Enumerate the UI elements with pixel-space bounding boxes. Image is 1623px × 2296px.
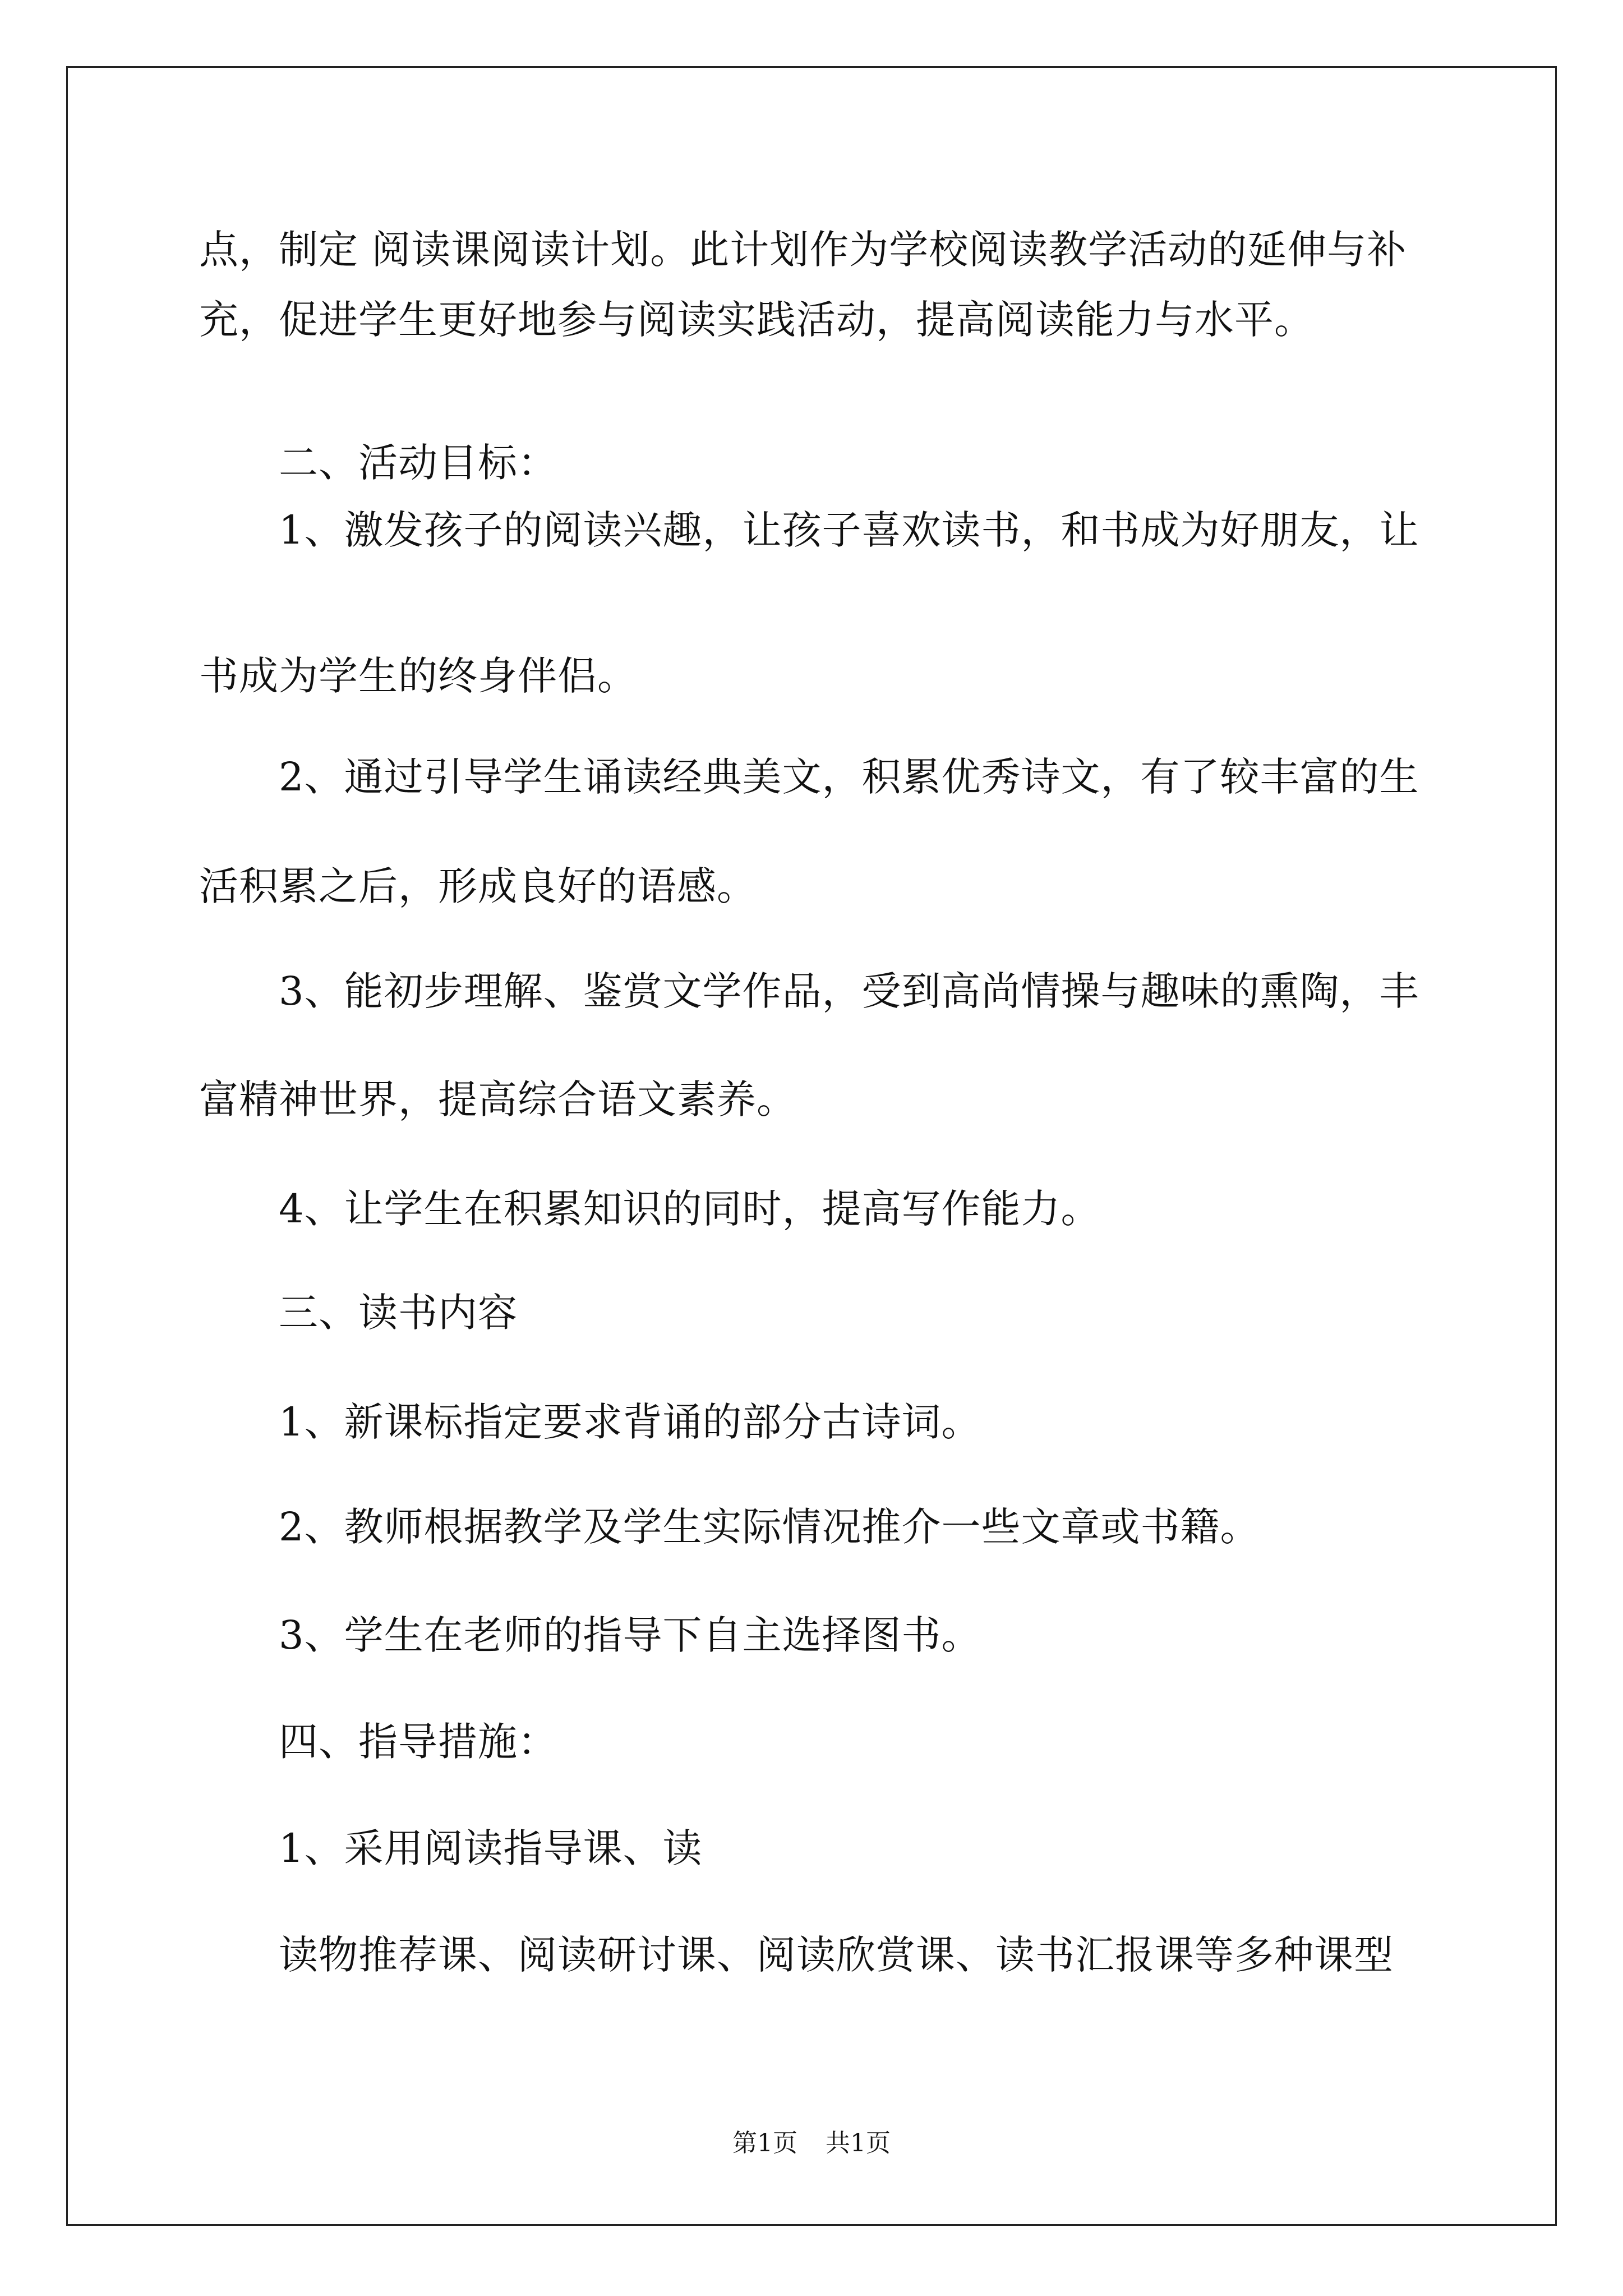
body-line: 3、能初步理解、鉴赏文学作品，受到高尚情操与趣味的熏陶，丰 xyxy=(279,968,1419,1014)
body-line: 点，制定 阅读课阅读计划。此计划作为学校阅读教学活动的延伸与补 xyxy=(199,227,1407,273)
body-line: 富精神世界，提高综合语文素养。 xyxy=(199,1076,796,1122)
page-number-current: 第1页 xyxy=(732,2129,797,2157)
body-line: 1、采用阅读指导课、读 xyxy=(279,1825,703,1871)
section-heading: 二、活动目标： xyxy=(279,440,557,486)
body-line: 读物推荐课、阅读研讨课、阅读欣赏课、读书汇报课等多种课型 xyxy=(279,1932,1394,1978)
body-line: 2、教师根据教学及学生实际情况推介一些文章或书籍。 xyxy=(279,1504,1260,1550)
section-heading: 三、读书内容 xyxy=(279,1290,518,1336)
body-line: 充，促进学生更好地参与阅读实践活动，提高阅读能力与水平。 xyxy=(199,297,1314,343)
page-number-total: 共1页 xyxy=(826,2129,891,2157)
body-line: 活积累之后，形成良好的语感。 xyxy=(199,863,757,909)
body-line: 2、通过引导学生诵读经典美文，积累优秀诗文，有了较丰富的生 xyxy=(279,754,1419,800)
body-line: 3、学生在老师的指导下自主选择图书。 xyxy=(279,1612,981,1658)
body-line: 1、新课标指定要求背诵的部分古诗词。 xyxy=(279,1399,981,1445)
body-line: 4、让学生在积累知识的同时，提高写作能力。 xyxy=(279,1186,1101,1232)
body-line: 1、激发孩子的阅读兴趣，让孩子喜欢读书，和书成为好朋友，让 xyxy=(279,507,1419,553)
section-heading: 四、指导措施： xyxy=(279,1719,557,1765)
page-border xyxy=(66,66,1557,2226)
page-footer xyxy=(0,2128,1623,2159)
body-line: 书成为学生的终身伴侣。 xyxy=(199,653,637,699)
